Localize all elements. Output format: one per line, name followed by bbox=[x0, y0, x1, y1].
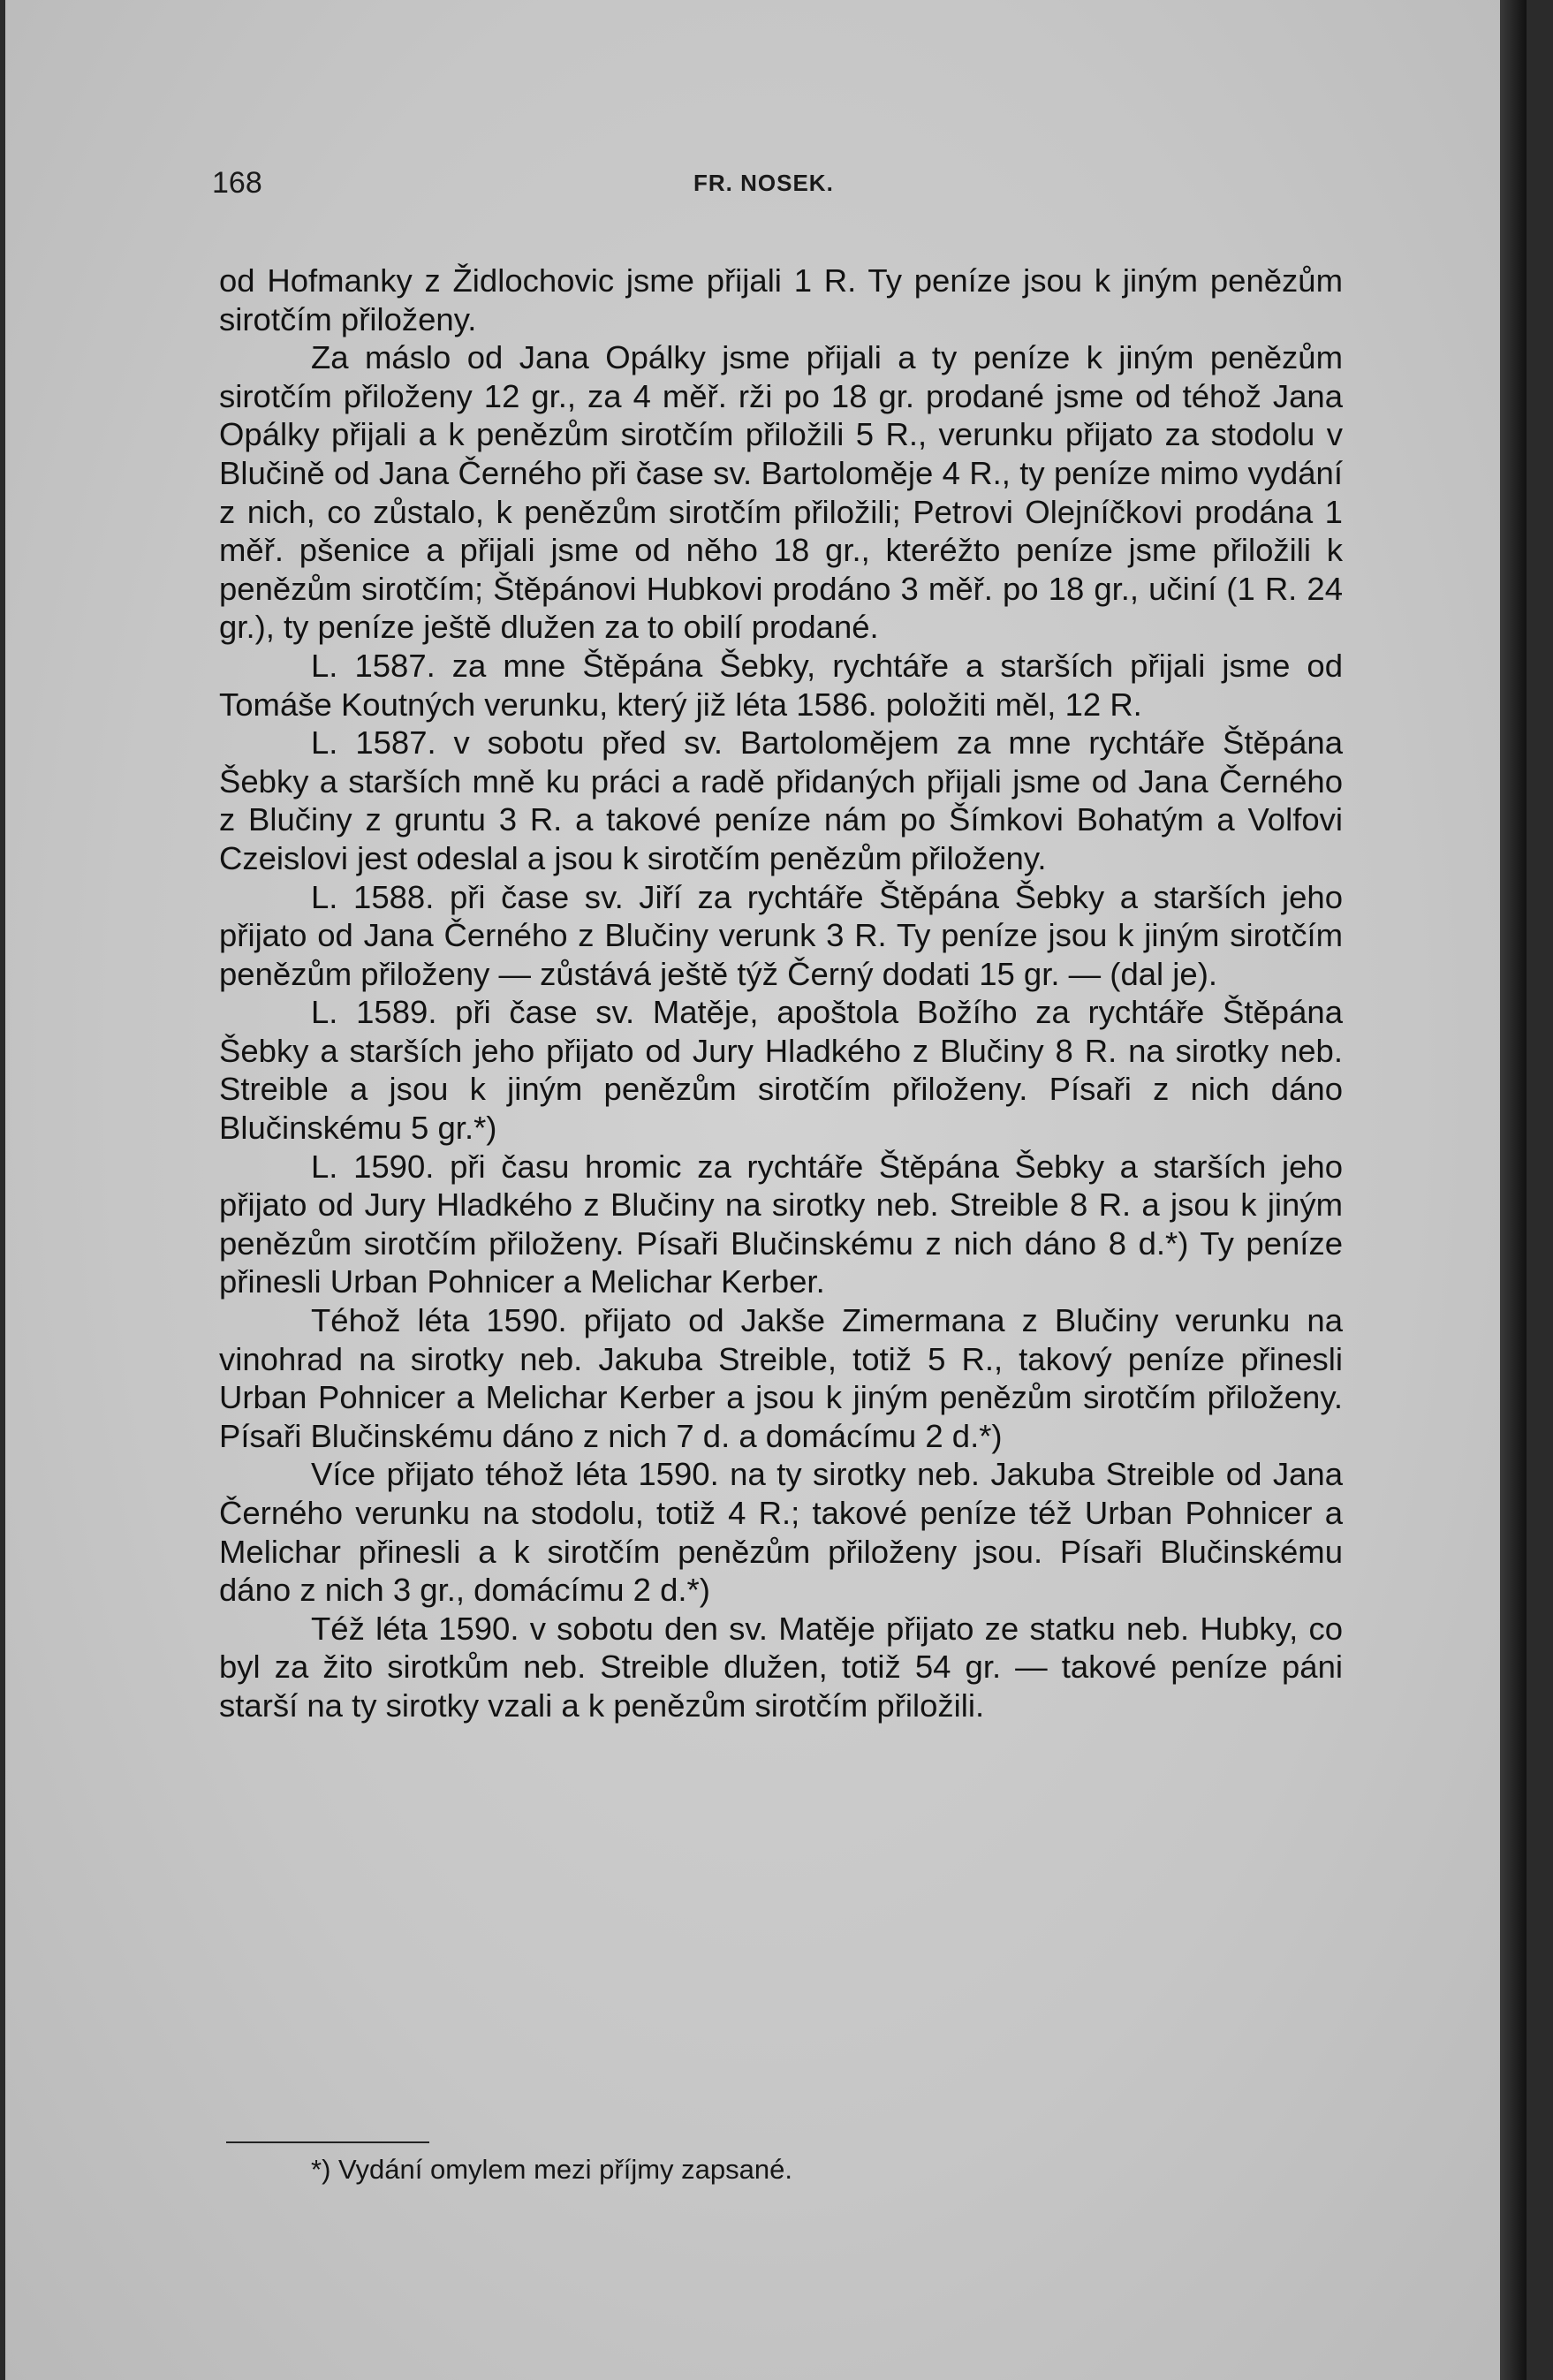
paragraph: L. 1588. při čase sv. Jiří za rychtáře Štěpána Šebky a starších jeho přijato od Jana Černého z Blučiny verunk 3 R. Ty peníze jsou k jiným sirotčím penězům přiloženy — zůstává ještě týž Černý dodati 15 gr. — (dal je). bbox=[219, 878, 1343, 992]
paragraph: L. 1590. při času hromic za rychtáře Štěpána Šebky a starších jeho přijato od Jury Hladkého z Blučiny na sirotky neb. Streible 8 R. a jsou k jiným penězům sirotčím přiloženy. Písaři Blučinskému z nich dáno 8 d.*) Ty peníze přinesli Urban Pohnicer a Melichar Kerber. bbox=[219, 1148, 1343, 1300]
page-header bbox=[212, 166, 1360, 210]
paragraph: L. 1587. za mne Štěpána Šebky, rychtáře a starších přijali jsme od Tomáše Koutných verunku, který již léta 1586. položiti měl, 12 R. bbox=[219, 647, 1343, 723]
paragraph: Téhož léta 1590. přijato od Jakše Zimermana z Blučiny verunku na vinohrad na sirotky neb. Jakuba Streible, totiž 5 R., takový peníze přinesli Urban Pohnicer a Melichar Kerber a jsou k jiným penězům sirotčím přiloženy. Písaři Blučinskému dáno z nich 7 d. a domácímu 2 d.*) bbox=[219, 1302, 1343, 1454]
body-text bbox=[219, 261, 1343, 1725]
paragraph: Též léta 1590. v sobotu den sv. Matěje přijato ze statku neb. Hubky, co byl za žito sirotkům neb. Streible dlužen, totiž 54 gr. — takové peníze páni starší na ty sirotky vzali a k penězům sirotčím přiložili. bbox=[219, 1610, 1343, 1724]
running-head: FR. NOSEK. bbox=[693, 170, 834, 196]
page-edge-shadow bbox=[1500, 0, 1526, 2380]
paragraph: Více přijato téhož léta 1590. na ty sirotky neb. Jakuba Streible od Jana Černého verunku na stodolu, totiž 4 R.; takové peníze též Urban Pohnicer a Melichar přinesli a k sirotčím penězům přiloženy jsou. Písaři Blučinskému dáno z nich 3 gr., domácímu 2 d.*) bbox=[219, 1456, 1343, 1609]
paragraph: L. 1589. při čase sv. Matěje, apoštola Božího za rychtáře Štěpána Šebky a starších jeho přijato od Jury Hladkého z Blučiny 8 R. na sirotky neb. Streible a jsou k jiným penězům sirotčím přiloženy. Písaři z nich dáno Blučinskému 5 gr.*) bbox=[219, 994, 1343, 1147]
page-number: 168 bbox=[212, 166, 262, 200]
paragraph: od Hofmanky z Židlochovic jsme přijali 1 R. Ty peníze jsou k jiným penězům sirotčím přiloženy. bbox=[219, 262, 1343, 337]
book-page bbox=[5, 0, 1526, 2380]
footnote-divider bbox=[226, 2141, 429, 2143]
paragraph: Za máslo od Jana Opálky jsme přijali a ty peníze k jiným penězům sirotčím přiloženy 12 gr., za 4 měř. rži po 18 gr. prodané jsme od téhož Jana Opálky přijali a k penězům sirotčím přiložili 5 R., verunku přijato za stodolu v Blučině od Jana Černého při čase sv. Bartoloměje 4 R., ty peníze mimo vydání z nich, co zůstalo, k penězům sirotčím přiložili; Petrovi Olejníčkovi prodána 1 měř. pšenice a přijali jsme od něho 18 gr., kteréžto peníze jsme přiložili k penězům sirotčím; Štěpánovi Hubkovi prodáno 3 měř. po 18 gr., učiní (1 R. 24 gr.), ty peníze ještě dlužen za to obilí prodané. bbox=[219, 339, 1343, 646]
paragraph: L. 1587. v sobotu před sv. Bartolomějem za mne rychtáře Štěpána Šebky a starších mně ku práci a radě přidaných přijali jsme od Jana Černého z Blučiny z gruntu 3 R. a takové peníze nám po Šímkovi Bohatým a Volfovi Czeislovi jest odeslal a jsou k sirotčím penězům přiloženy. bbox=[219, 724, 1343, 876]
footnote: *) Vydání omylem mezi příjmy zapsané. bbox=[311, 2154, 792, 2185]
